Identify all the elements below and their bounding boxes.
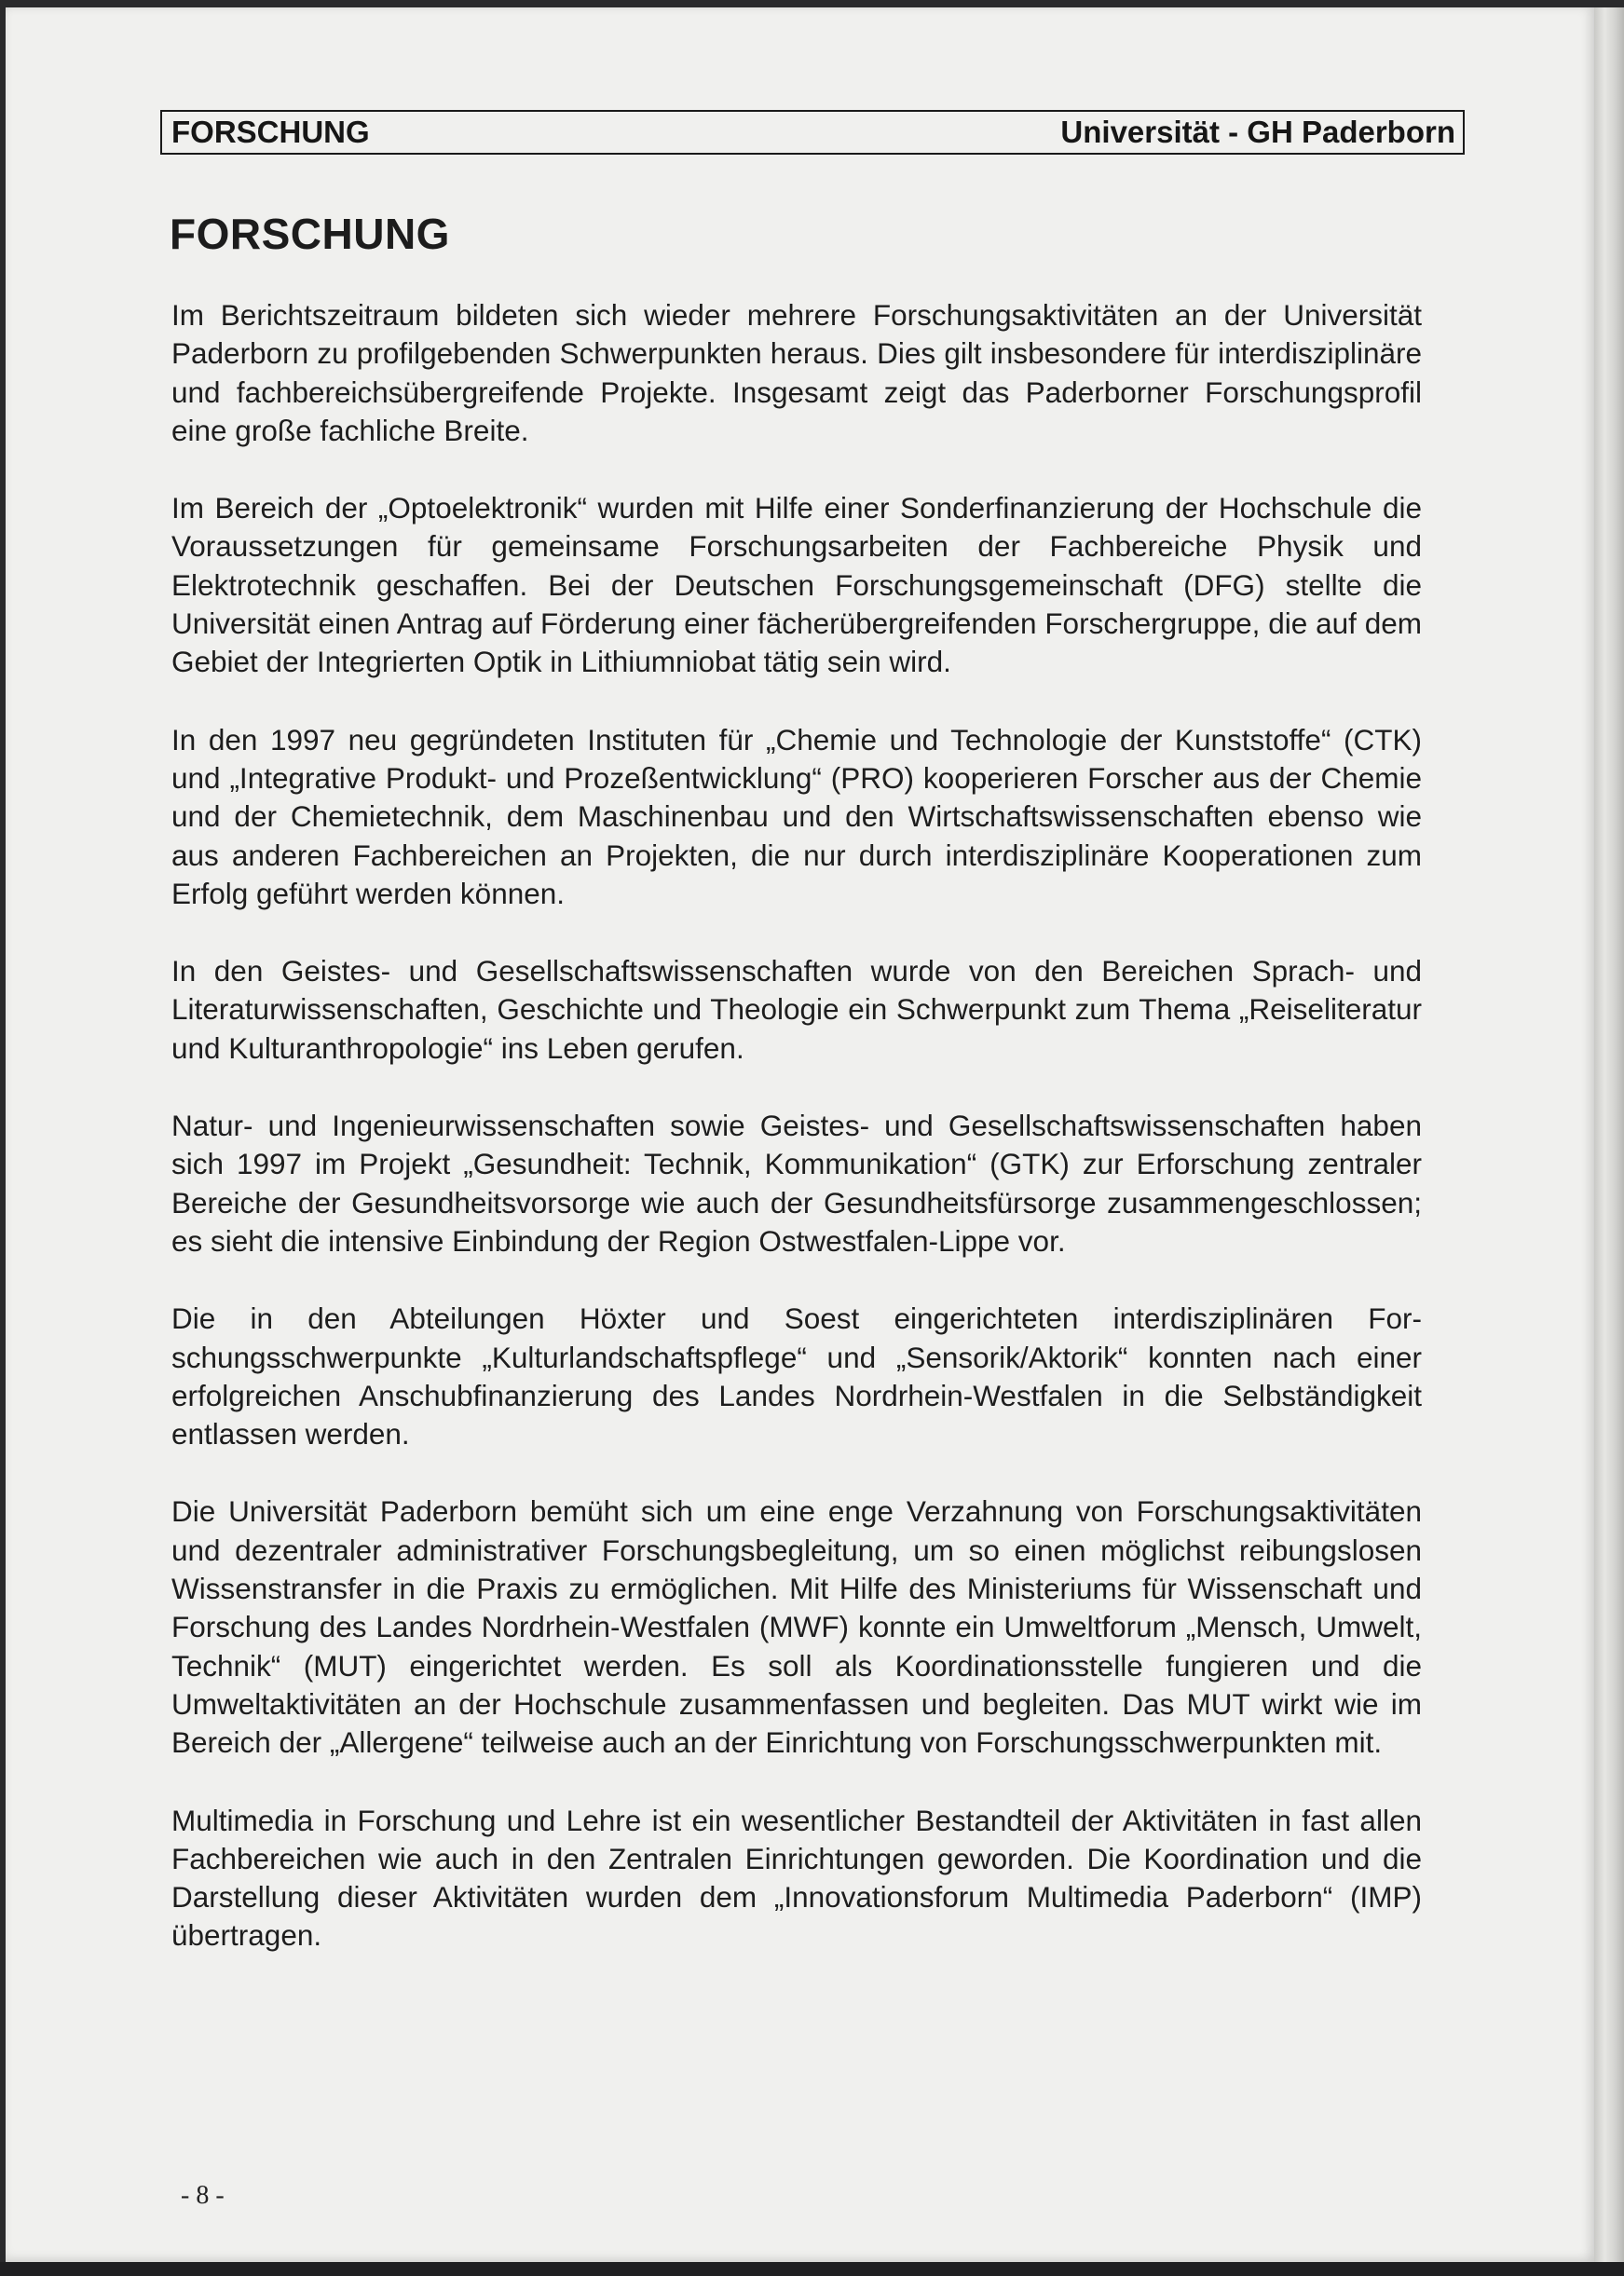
paragraph-optoelectronics: Im Bereich der „Optoelektronik“ wurden mit Hilfe einer Sonderfinanzierung der Hochschule die Voraussetzungen für gemeinsame Forschungsarbeiten der Fachbereiche Physik und Elektrotechnik geschaffen. Bei der Deutschen Forschungsgemeinschaft (DFG) stellte die Universität einen Antrag auf Förderung einer fächerübergreifenden Forschergruppe, die auf dem Gebiet der Integrierten Optik in Lithiumniobat tätig sein wird. [171,491,1422,679]
paragraph-new-institutes: In den 1997 neu gegründeten Instituten für „Chemie und Technologie der Kunststoffe“ (CTK) und „Integrative Produkt- und Prozeßentwicklung“ (PRO) kooperieren Forscher aus der Chemie und der Chemietechnik, dem Maschinenbau und den Wirtschaftswissenschaften ebenso wie aus anderen Fachbereichen an Projekten, die nur durch interdisziplinäre Kooperationen zum Erfolg geführt werden können. [171,722,1422,910]
paragraph-multimedia: Multimedia in Forschung und Lehre ist ein wesentlicher Bestandteil der Aktivitäten in fast allen Fachbereichen wie auch in den Zentralen Einrichtungen geworden. Die Koordination und die Darstellung dieser Aktivitäten wurden dem „Innovationsforum Multimedia Paderborn“ (IMP) übertragen. [171,1803,1422,1953]
paragraph-health-project: Natur- und Ingenieurwissenschaften sowie Geistes- und Gesellschaftswissenschaften haben sich 1997 im Projekt „Gesundheit: Technik, Kommunikation“ (GTK) zur Erforschung zentraler Bereiche der Gesundheitsvorsorge wie auch der Gesundheitsfürsorge zusammengeschlossen; es sieht die intensive Einbindung der Region Ostwestfalen-Lippe vor. [171,1109,1422,1258]
body-text [171,296,1422,1956]
paragraph-environment-forum: Die Universität Paderborn bemüht sich um eine enge Verzahnung von Forschungsaktivitäten und dezentraler administrativer Forschungsbegleitung, um so einen möglichst reibungslosen Wissenstransfer in die Praxis zu ermöglichen. Mit Hilfe des Ministeriums für Wissenschaft und Forschung des Landes Nordrhein-Westfalen (MWF) konnte ein Umweltforum „Mensch, Umwelt, Technik“ (MUT) eingerichtet werden. Es soll als Koordinationsstelle fungieren und die Umweltaktivitäten an der Hochschule zusammenfassen und begleiten. Das MUT wirkt wie im Bereich der „Allergene“ teilweise auch an der Einrichtung von Forschungsschwerpunkten mit. [171,1494,1422,1760]
header-institution-label: Universität - GH Paderborn [1060,115,1455,149]
scanner-background [0,2262,1624,2276]
running-header [160,110,1465,155]
page-stack-edge [1594,7,1624,2262]
page-title: FORSCHUNG [170,210,450,258]
paragraph-research-overview: Im Berichtszeitraum bildeten sich wieder mehrere Forschungsaktivitäten an der Universität Paderborn zu profilgebenden Schwerpunkten heraus. Dies gilt insbesondere für interdisziplinäre und fachbereichsübergreifende Projekte. Insgesamt zeigt das Paderborner Forschungsprofil eine große fachliche Breite. [171,298,1422,447]
header-section-label: FORSCHUNG [171,115,370,149]
paragraph-hoexter-soest: Die in den Abteilungen Höxter und Soest eingerichteten interdisziplinären Forschungsschwerpunkte „Kulturlandschaftspflege“ und „Sensorik/Aktorik“ konnten nach einer erfolgreichen Anschubfinanzierung des Landes Nordrhein-Westfalen in die Selbständigkeit entlassen werden. [171,1302,1422,1451]
paragraph-humanities: In den Geistes- und Gesellschaftswissenschaften wurde von den Bereichen Sprach- und Literaturwissenschaften, Geschichte und Theologie ein Schwerpunkt zum Thema „Reiseliteratur und Kulturanthropologie“ ins Leben gerufen. [171,954,1422,1065]
page-number: - 8 - [181,2181,225,2210]
